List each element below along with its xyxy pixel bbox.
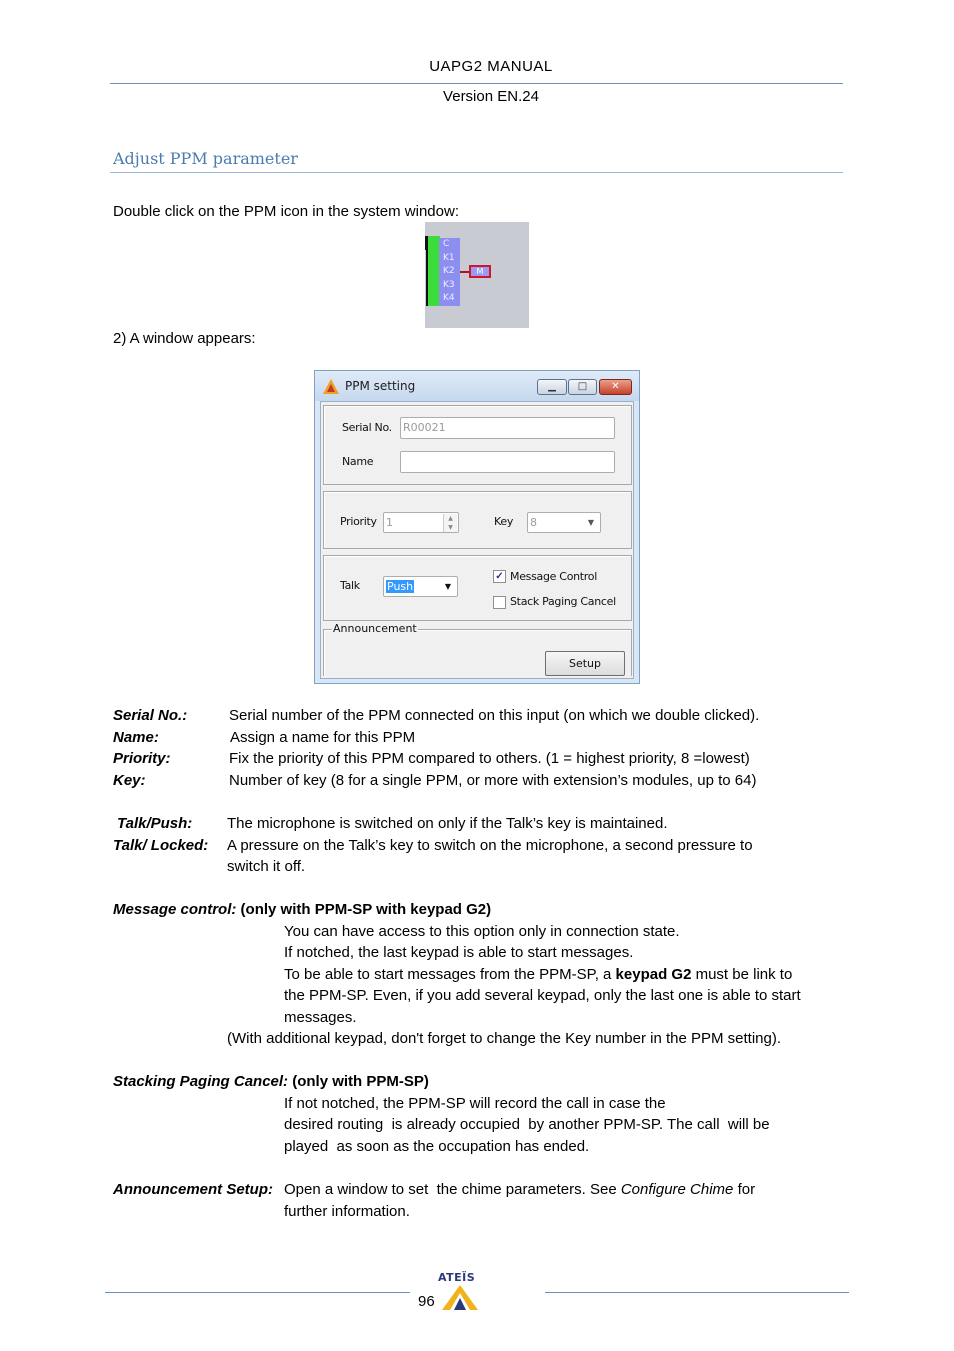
talk-label: Talk — [340, 579, 360, 592]
announcement-term: Announcement Setup: — [113, 1181, 273, 1198]
term-key: Key: — [113, 772, 146, 789]
message-control-checkbox[interactable]: ✓ — [493, 570, 506, 583]
priority-stepper[interactable] — [383, 512, 459, 533]
announcement-line — [284, 1179, 755, 1200]
page-number: 96 — [418, 1293, 435, 1310]
stacking-heading — [113, 1071, 429, 1092]
ateis-logo-text: ATEÏS — [438, 1271, 476, 1284]
text-run: for — [733, 1181, 756, 1198]
term-name: Name: — [113, 729, 159, 746]
message-control-qualifier: (only with PPM-SP with keypad G2) — [240, 901, 492, 918]
term-priority: Priority: — [113, 750, 171, 767]
stacking-qualifier: (only with PPM-SP) — [292, 1073, 429, 1090]
text-run-italic: Configure Chime — [620, 1181, 734, 1198]
minimize-button[interactable]: ▁ — [537, 379, 567, 395]
talk-select[interactable] — [383, 576, 458, 597]
text-run: Open a window to set the chime parameters. See — [284, 1181, 621, 1198]
setup-button[interactable]: Setup — [545, 651, 625, 676]
text-run: must be link to — [691, 966, 793, 983]
ppm-setting-dialog — [314, 370, 640, 684]
term-talk-locked: Talk/ Locked: — [113, 837, 209, 854]
desc-talk-locked: A pressure on the Talk’s key to switch on the microphone, a second pressure to — [227, 837, 753, 854]
footer-rule-left — [105, 1292, 410, 1293]
stack-paging-label: Stack Paging Cancel — [510, 595, 616, 608]
desc-talk-locked-cont: switch it off. — [227, 858, 306, 875]
input-bar — [426, 236, 440, 306]
name-field[interactable] — [400, 451, 615, 473]
connection-wire — [460, 271, 469, 273]
stack-paging-checkbox[interactable] — [493, 596, 506, 609]
talk-value: Push — [387, 580, 414, 593]
message-control-line: If notched, the last keypad is able to start messages. — [284, 944, 634, 961]
port-label: K2 — [443, 266, 455, 277]
stacking-line: If not notched, the PPM-SP will record the call in case the — [284, 1095, 666, 1112]
section-rule — [110, 172, 843, 173]
desc-name: Assign a name for this PPM — [230, 729, 416, 746]
manual-title: UAPG2 MANUAL — [429, 58, 553, 75]
stacking-line: desired routing is already occupied by another PPM-SP. The call will be — [284, 1116, 770, 1133]
text-run: To be able to start messages from the PPM-SP, a — [284, 966, 616, 983]
dialog-title: PPM setting — [345, 379, 416, 393]
step2-text: 2) A window appears: — [113, 330, 256, 347]
message-control-term: Message control: — [113, 901, 237, 918]
priority-group — [323, 491, 632, 549]
identity-group — [323, 405, 632, 485]
stacking-term: Stacking Paging Cancel: — [113, 1073, 289, 1090]
stacking-line: played as soon as the occupation has ended. — [284, 1138, 590, 1155]
port-label: C — [443, 239, 450, 249]
footer-rule-right — [545, 1292, 849, 1293]
talk-group — [323, 555, 632, 621]
announcement-label: Announcement — [333, 622, 417, 635]
message-control-line — [284, 964, 792, 985]
desc-priority: Fix the priority of this PPM compared to others. (1 = highest priority, 8 =lowest) — [229, 750, 750, 767]
message-control-line: the PPM-SP. Even, if you add several keypad, only the last one is able to start — [284, 987, 801, 1004]
port-label: K1 — [443, 252, 455, 263]
ateis-logo-icon — [442, 1285, 478, 1310]
app-icon — [323, 379, 339, 394]
text-run-bold: keypad G2 — [615, 966, 692, 983]
announcement-line: further information. — [284, 1203, 410, 1220]
port-label: K4 — [443, 293, 455, 304]
term-serial: Serial No.: — [113, 707, 188, 724]
manual-version: Version EN.24 — [443, 88, 539, 105]
key-select[interactable] — [527, 512, 601, 533]
message-control-label: Message Control — [510, 570, 597, 583]
desc-serial: Serial number of the PPM connected on this input (on which we double clicked). — [229, 707, 760, 724]
desc-talk-push: The microphone is switched on only if the Talk’s key is maintained. — [227, 815, 668, 832]
ppm-icon-label: M — [476, 267, 484, 276]
ppm-icon — [469, 265, 491, 278]
section-title: Adjust PPM parameter — [113, 149, 298, 168]
port-label: K3 — [443, 279, 455, 290]
intro-text: Double click on the PPM icon in the system window: — [113, 203, 459, 220]
message-control-line: You can have access to this option only in connection state. — [284, 923, 680, 940]
header-rule — [110, 83, 843, 84]
key-label: Key — [494, 515, 514, 528]
priority-label: Priority — [340, 515, 377, 528]
port-column — [439, 238, 460, 306]
name-label: Name — [342, 455, 374, 468]
maximize-button[interactable]: □ — [568, 379, 597, 395]
title-bar[interactable] — [315, 371, 639, 401]
message-control-line: messages. — [284, 1009, 357, 1026]
spin-arrows-icon[interactable]: ▲ ▼ — [443, 514, 457, 532]
key-value: 8 — [530, 516, 537, 529]
close-button[interactable]: ✕ — [599, 379, 632, 395]
priority-value: 1 — [386, 516, 393, 529]
desc-key: Number of key (8 for a single PPM, or more with extension’s modules, up to 64) — [229, 772, 757, 789]
message-control-heading — [113, 899, 491, 920]
chevron-down-icon: ▼ — [444, 582, 452, 591]
serial-label: Serial No. — [342, 421, 392, 434]
ppm-icon-snapshot — [425, 222, 529, 328]
term-talk-push: Talk/Push: — [117, 815, 193, 832]
dialog-body — [320, 401, 634, 679]
chevron-down-icon: ▼ — [587, 518, 595, 527]
message-control-note: (With additional keypad, don't forget to change the Key number in the PPM setting). — [227, 1030, 782, 1047]
serial-field[interactable]: R00021 — [400, 417, 615, 439]
